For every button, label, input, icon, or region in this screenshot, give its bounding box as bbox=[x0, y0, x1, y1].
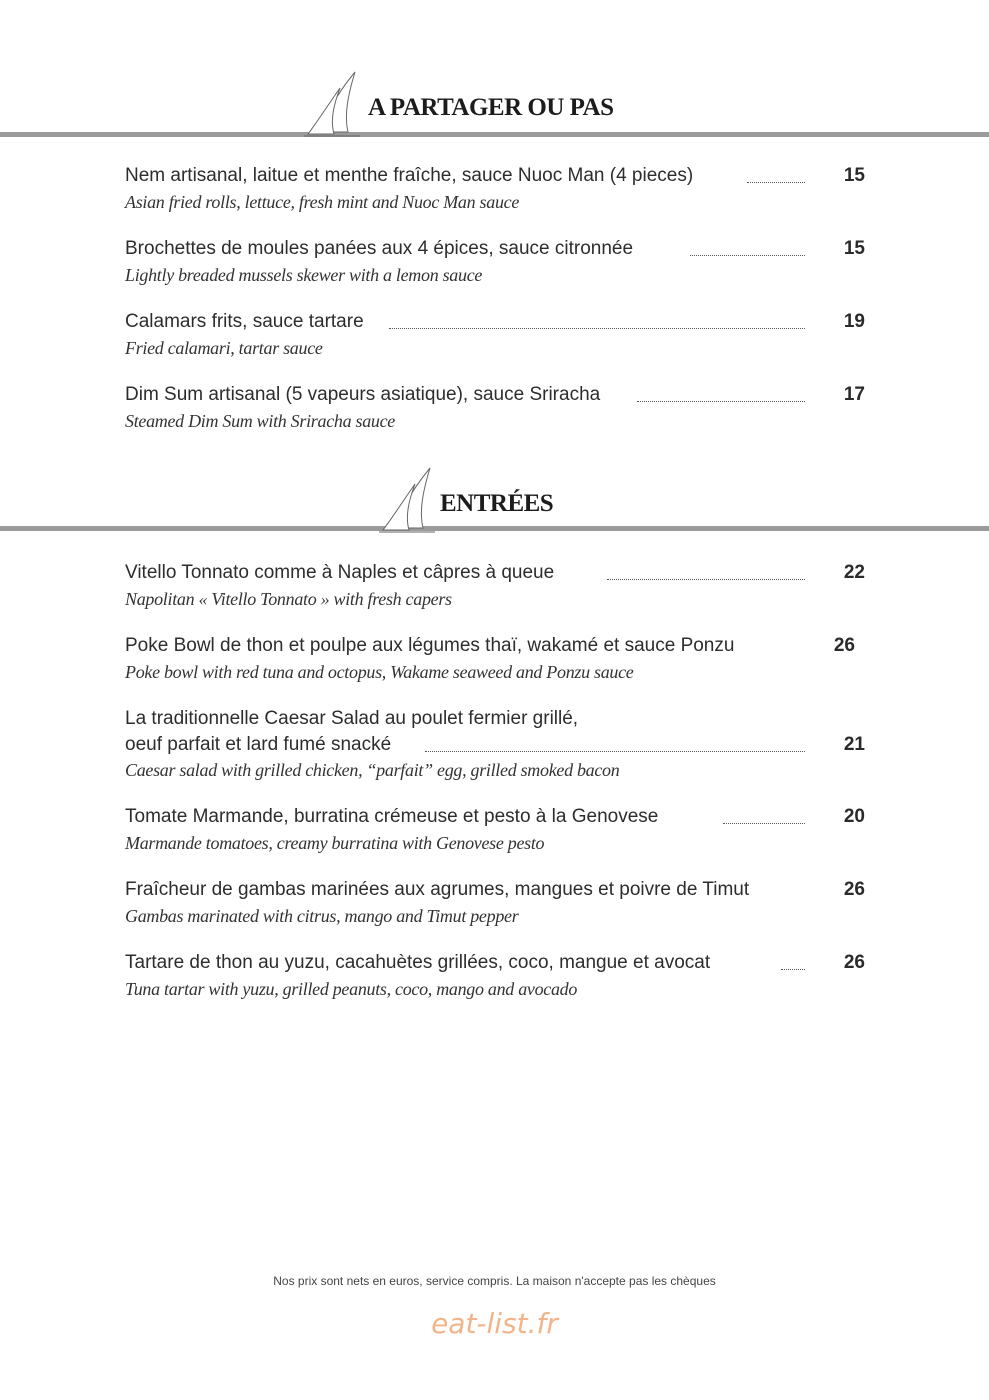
menu-item bbox=[125, 382, 865, 431]
dish-name-en: Caesar salad with grilled chicken, “parfait” egg, grilled smoked bacon bbox=[125, 760, 620, 780]
dot-leader bbox=[425, 751, 805, 752]
dish-name-fr: Calamars frits, sauce tartare bbox=[125, 311, 364, 332]
dish-price: 26 bbox=[833, 635, 855, 656]
dish-name-fr: Fraîcheur de gambas marinées aux agrumes, mangues et poivre de Timut bbox=[125, 879, 750, 900]
dot-leader bbox=[637, 401, 805, 402]
dish-name-fr: Tartare de thon au yuzu, cacahuètes grillées, coco, mangue et avocat bbox=[125, 952, 711, 973]
menu-item bbox=[125, 877, 865, 926]
dish-name-fr: Vitello Tonnato comme à Naples et câpres à queue bbox=[125, 562, 555, 583]
menu-item bbox=[125, 804, 865, 853]
dot-leader bbox=[747, 182, 805, 183]
dish-price: 26 bbox=[843, 952, 865, 973]
dish-price: 20 bbox=[843, 806, 865, 827]
dot-leader bbox=[781, 969, 805, 970]
section-rule bbox=[0, 132, 989, 137]
dish-price: 19 bbox=[843, 311, 865, 332]
dish-name-en: Marmande tomatoes, creamy burratina with Genovese pesto bbox=[125, 833, 545, 853]
section-header-entrees bbox=[0, 466, 989, 526]
dish-name-fr: La traditionnelle Caesar Salad au poulet fermier grillé, bbox=[125, 708, 579, 729]
watermark-logo: eat-list.fr bbox=[431, 1307, 558, 1340]
dish-price: 22 bbox=[843, 562, 865, 583]
dish-name-fr: Tomate Marmande, burratina crémeuse et pesto à la Genovese bbox=[125, 806, 659, 827]
dish-name-en: Steamed Dim Sum with Sriracha sauce bbox=[125, 411, 395, 431]
menu-item bbox=[125, 309, 865, 358]
dish-name-fr-line2: oeuf parfait et lard fumé snacké bbox=[125, 734, 392, 755]
dish-name-en: Tuna tartar with yuzu, grilled peanuts, coco, mango and avocado bbox=[125, 979, 578, 999]
menu-item bbox=[125, 706, 865, 780]
menu-item bbox=[125, 163, 865, 212]
dish-name-fr: Nem artisanal, laitue et menthe fraîche, sauce Nuoc Man (4 pieces) bbox=[125, 165, 694, 186]
dish-price: 17 bbox=[843, 384, 865, 405]
dish-name-fr: Brochettes de moules panées aux 4 épices, sauce citronnée bbox=[125, 238, 634, 259]
dot-leader bbox=[723, 823, 805, 824]
menu-item bbox=[125, 633, 865, 682]
dish-name-fr: Dim Sum artisanal (5 vapeurs asiatique), sauce Sriracha bbox=[125, 384, 601, 405]
section-rule bbox=[0, 526, 989, 531]
dot-leader bbox=[690, 255, 805, 256]
dish-name-en: Poke bowl with red tuna and octopus, Wakame seaweed and Ponzu sauce bbox=[125, 662, 634, 682]
menu-item bbox=[125, 950, 865, 999]
section-title: ENTRÉES bbox=[440, 490, 554, 517]
dish-name-fr: Poke Bowl de thon et poulpe aux légumes thaï, wakamé et sauce Ponzu bbox=[125, 635, 735, 656]
menu-item bbox=[125, 236, 865, 285]
dish-name-en: Gambas marinated with citrus, mango and Timut pepper bbox=[125, 906, 519, 926]
dish-name-en: Asian fried rolls, lettuce, fresh mint and Nuoc Man sauce bbox=[125, 192, 520, 212]
menu-item bbox=[125, 560, 865, 609]
dish-price: 15 bbox=[843, 238, 865, 259]
dish-price: 21 bbox=[843, 734, 865, 755]
section-header-partager bbox=[0, 70, 989, 130]
dish-name-en: Fried calamari, tartar sauce bbox=[125, 338, 323, 358]
dot-leader bbox=[389, 328, 805, 329]
price-disclaimer: Nos prix sont nets en euros, service compris. La maison n'accepte pas les chèques bbox=[273, 1274, 716, 1288]
dot-leader bbox=[607, 579, 805, 580]
sailboat-icon bbox=[300, 70, 370, 140]
dish-price: 15 bbox=[843, 165, 865, 186]
dish-name-en: Napolitan « Vitello Tonnato » with fresh capers bbox=[125, 589, 452, 609]
dish-name-en: Lightly breaded mussels skewer with a lemon sauce bbox=[125, 265, 483, 285]
section-title: A PARTAGER OU PAS bbox=[368, 94, 614, 121]
sailboat-icon bbox=[375, 466, 445, 536]
dish-price: 26 bbox=[843, 879, 865, 900]
